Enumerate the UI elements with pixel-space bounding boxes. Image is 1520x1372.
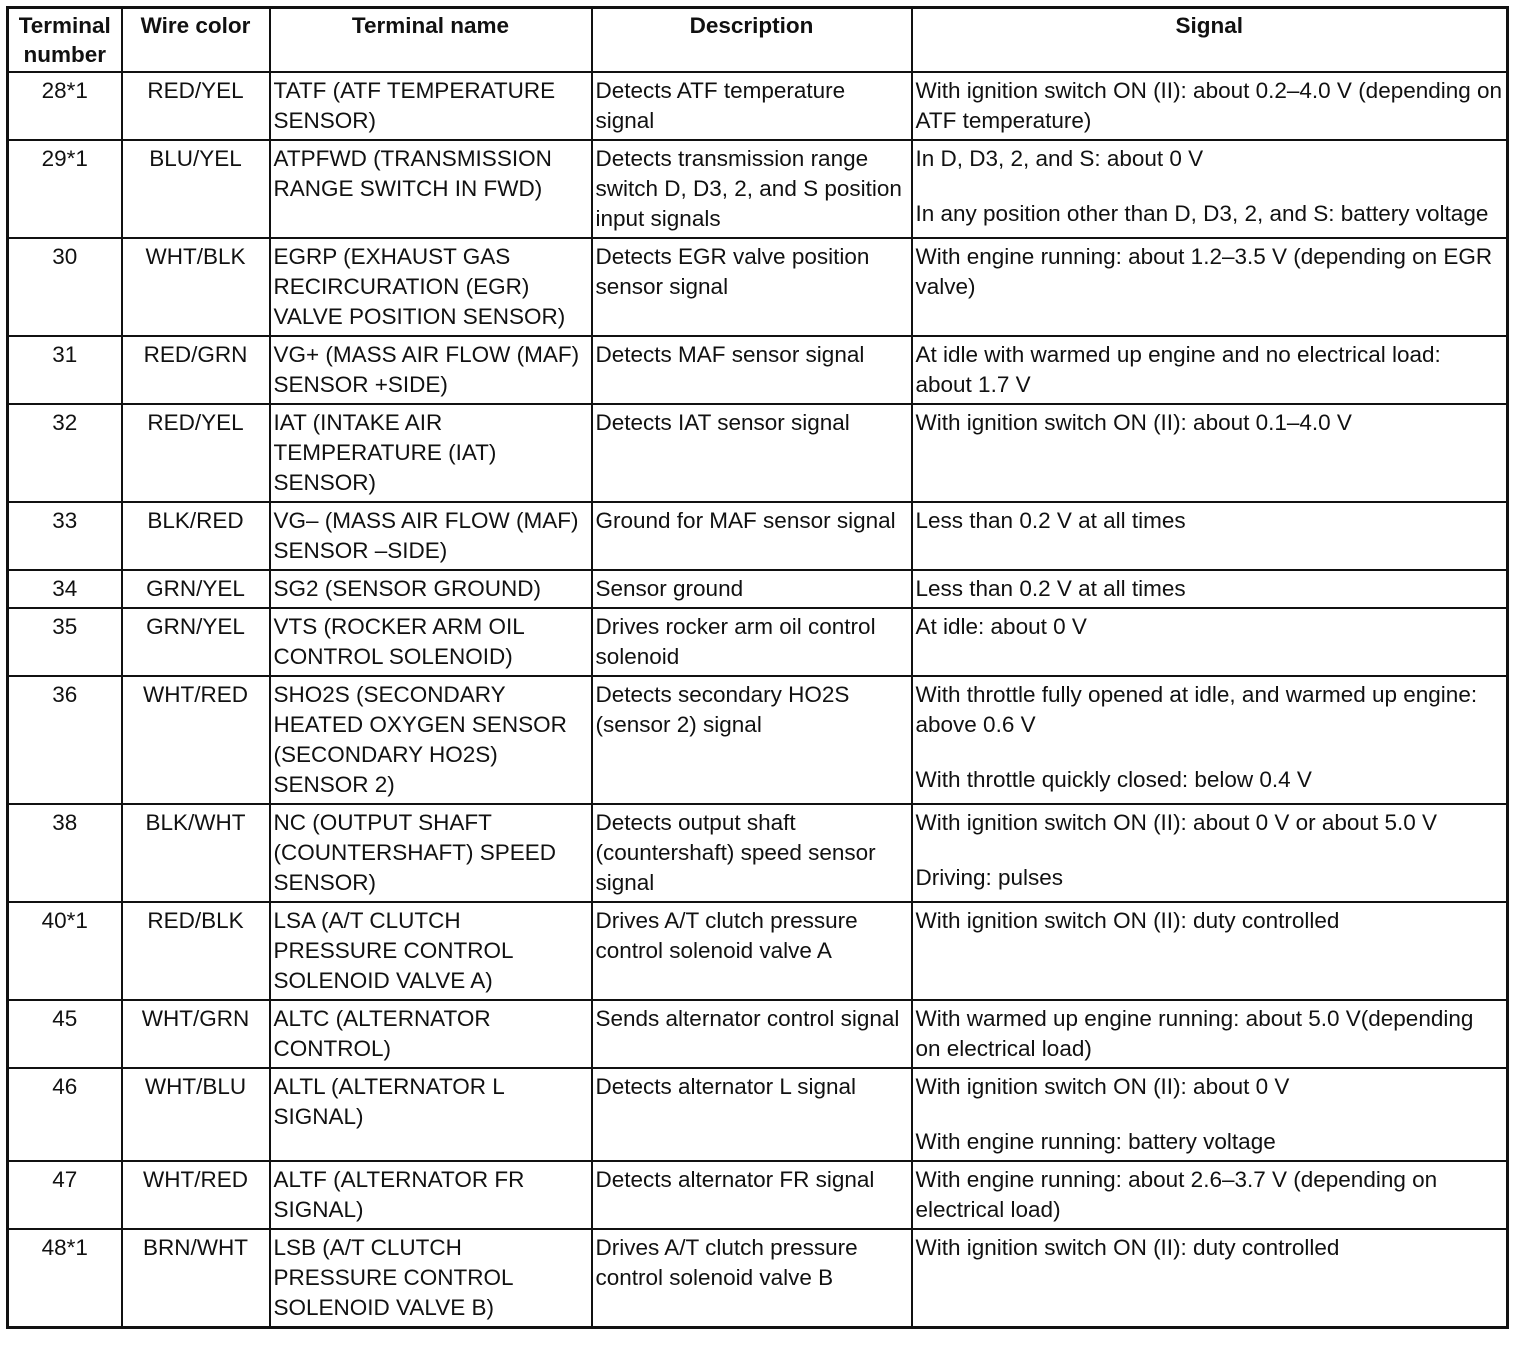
signal-line: Less than 0.2 V at all times <box>915 576 1186 601</box>
terminal-name-cell: ATPFWD (TRANSMISSION RANGE SWITCH IN FWD) <box>270 140 592 238</box>
table-row <box>8 404 1508 502</box>
table-row <box>8 336 1508 404</box>
terminal-number-cell: 36 <box>8 676 122 804</box>
signal-line: In D, D3, 2, and S: about 0 V <box>915 146 1204 171</box>
terminal-name-cell: NC (OUTPUT SHAFT (COUNTERSHAFT) SPEED SENSOR) <box>270 804 592 902</box>
wire-color-cell: BRN/WHT <box>122 1229 270 1328</box>
terminal-number-cell: 33 <box>8 502 122 570</box>
signal-cell <box>912 502 1508 570</box>
header-description: Description <box>592 8 912 73</box>
wire-color-cell: GRN/YEL <box>122 608 270 676</box>
table-row <box>8 902 1508 1000</box>
terminal-number-cell: 46 <box>8 1068 122 1161</box>
table-row <box>8 140 1508 238</box>
table-row <box>8 676 1508 804</box>
signal-line: With throttle quickly closed: below 0.4 V <box>915 767 1312 792</box>
table-row <box>8 1068 1508 1161</box>
description-cell: Detects alternator L signal <box>592 1068 912 1161</box>
terminal-table <box>6 6 1509 1329</box>
terminal-name-cell: SG2 (SENSOR GROUND) <box>270 570 592 608</box>
header-row <box>8 8 1508 73</box>
terminal-number-cell: 34 <box>8 570 122 608</box>
wire-color-cell: BLK/RED <box>122 502 270 570</box>
terminal-number-cell: 47 <box>8 1161 122 1229</box>
wire-color-cell: WHT/GRN <box>122 1000 270 1068</box>
signal-line: With warmed up engine running: about 5.0 V(depending on electrical load) <box>915 1006 1474 1061</box>
wire-color-cell: RED/YEL <box>122 404 270 502</box>
wire-color-cell: BLU/YEL <box>122 140 270 238</box>
terminal-number-cell: 48*1 <box>8 1229 122 1328</box>
wire-color-cell: WHT/BLU <box>122 1068 270 1161</box>
table-row <box>8 1000 1508 1068</box>
table-row <box>8 1229 1508 1328</box>
wire-color-cell: RED/YEL <box>122 72 270 140</box>
signal-cell <box>912 336 1508 404</box>
signal-cell <box>912 72 1508 140</box>
terminal-name-cell: ALTL (ALTERNATOR L SIGNAL) <box>270 1068 592 1161</box>
signal-cell <box>912 902 1508 1000</box>
signal-cell <box>912 608 1508 676</box>
terminal-number-cell: 32 <box>8 404 122 502</box>
terminal-number-cell: 29*1 <box>8 140 122 238</box>
terminal-name-cell: IAT (INTAKE AIR TEMPERATURE (IAT) SENSOR) <box>270 404 592 502</box>
signal-cell <box>912 1161 1508 1229</box>
signal-line: Driving: pulses <box>915 865 1064 890</box>
wire-color-cell: WHT/RED <box>122 1161 270 1229</box>
description-cell: Ground for MAF sensor signal <box>592 502 912 570</box>
terminal-name-cell: LSB (A/T CLUTCH PRESSURE CONTROL SOLENOID VALVE B) <box>270 1229 592 1328</box>
description-cell: Detects secondary HO2S (sensor 2) signal <box>592 676 912 804</box>
description-cell: Detects MAF sensor signal <box>592 336 912 404</box>
signal-line: At idle with warmed up engine and no electrical load: about 1.7 V <box>915 342 1441 397</box>
table-row <box>8 608 1508 676</box>
wire-color-cell: RED/BLK <box>122 902 270 1000</box>
wire-color-cell: WHT/BLK <box>122 238 270 336</box>
signal-line: In any position other than D, D3, 2, and S: battery voltage <box>915 201 1489 226</box>
description-cell: Detects IAT sensor signal <box>592 404 912 502</box>
description-cell: Detects alternator FR signal <box>592 1161 912 1229</box>
terminal-number-cell: 28*1 <box>8 72 122 140</box>
table-row <box>8 72 1508 140</box>
wire-color-cell: WHT/RED <box>122 676 270 804</box>
header-terminal-number: Terminal number <box>8 8 122 73</box>
terminal-name-cell: VG+ (MASS AIR FLOW (MAF) SENSOR +SIDE) <box>270 336 592 404</box>
terminal-number-cell: 31 <box>8 336 122 404</box>
wire-color-cell: RED/GRN <box>122 336 270 404</box>
terminal-name-cell: SHO2S (SECONDARY HEATED OXYGEN SENSOR (SECONDARY HO2S) SENSOR 2) <box>270 676 592 804</box>
signal-line: With ignition switch ON (II): about 0 V <box>915 1074 1290 1099</box>
terminal-name-cell: VTS (ROCKER ARM OIL CONTROL SOLENOID) <box>270 608 592 676</box>
description-cell: Detects ATF temperature signal <box>592 72 912 140</box>
terminal-number-cell: 35 <box>8 608 122 676</box>
description-cell: Drives A/T clutch pressure control solenoid valve B <box>592 1229 912 1328</box>
description-cell: Drives rocker arm oil control solenoid <box>592 608 912 676</box>
table-row <box>8 570 1508 608</box>
table-row <box>8 238 1508 336</box>
description-cell: Detects EGR valve position sensor signal <box>592 238 912 336</box>
signal-line: With ignition switch ON (II): about 0.1–4.0 V <box>915 410 1352 435</box>
signal-cell <box>912 804 1508 902</box>
description-cell: Detects transmission range switch D, D3, 2, and S position input signals <box>592 140 912 238</box>
table-body <box>8 72 1508 1328</box>
signal-line: Less than 0.2 V at all times <box>915 508 1186 533</box>
header-wire-color: Wire color <box>122 8 270 73</box>
terminal-number-cell: 40*1 <box>8 902 122 1000</box>
signal-line: With ignition switch ON (II): duty controlled <box>915 908 1340 933</box>
signal-line: At idle: about 0 V <box>915 614 1087 639</box>
terminal-number-cell: 30 <box>8 238 122 336</box>
signal-cell <box>912 140 1508 238</box>
signal-cell <box>912 676 1508 804</box>
header-terminal-name: Terminal name <box>270 8 592 73</box>
signal-line: With engine running: about 2.6–3.7 V (depending on electrical load) <box>915 1167 1438 1222</box>
signal-cell <box>912 404 1508 502</box>
terminal-name-cell: LSA (A/T CLUTCH PRESSURE CONTROL SOLENOID VALVE A) <box>270 902 592 1000</box>
description-cell: Sends alternator control signal <box>592 1000 912 1068</box>
table-row <box>8 804 1508 902</box>
table-row <box>8 502 1508 570</box>
signal-line: With ignition switch ON (II): duty controlled <box>915 1235 1340 1260</box>
signal-line: With engine running: about 1.2–3.5 V (depending on EGR valve) <box>915 244 1493 299</box>
terminal-number-cell: 38 <box>8 804 122 902</box>
terminal-name-cell: ALTF (ALTERNATOR FR SIGNAL) <box>270 1161 592 1229</box>
description-cell: Sensor ground <box>592 570 912 608</box>
wire-color-cell: BLK/WHT <box>122 804 270 902</box>
terminal-number-cell: 45 <box>8 1000 122 1068</box>
signal-cell <box>912 1229 1508 1328</box>
wire-color-cell: GRN/YEL <box>122 570 270 608</box>
terminal-name-cell: TATF (ATF TEMPERATURE SENSOR) <box>270 72 592 140</box>
signal-line: With engine running: battery voltage <box>915 1129 1276 1154</box>
description-cell: Detects output shaft (countershaft) speed sensor signal <box>592 804 912 902</box>
signal-cell <box>912 238 1508 336</box>
signal-cell <box>912 1068 1508 1161</box>
description-cell: Drives A/T clutch pressure control solenoid valve A <box>592 902 912 1000</box>
signal-line: With ignition switch ON (II): about 0.2–4.0 V (depending on ATF temperature) <box>915 78 1503 133</box>
table-row <box>8 1161 1508 1229</box>
signal-line: With ignition switch ON (II): about 0 V or about 5.0 V <box>915 810 1437 835</box>
terminal-name-cell: VG– (MASS AIR FLOW (MAF) SENSOR –SIDE) <box>270 502 592 570</box>
signal-line: With throttle fully opened at idle, and warmed up engine: above 0.6 V <box>915 682 1478 737</box>
terminal-name-cell: EGRP (EXHAUST GAS RECIRCURATION (EGR) VALVE POSITION SENSOR) <box>270 238 592 336</box>
signal-cell <box>912 570 1508 608</box>
header-signal: Signal <box>912 8 1508 73</box>
terminal-name-cell: ALTC (ALTERNATOR CONTROL) <box>270 1000 592 1068</box>
signal-cell <box>912 1000 1508 1068</box>
